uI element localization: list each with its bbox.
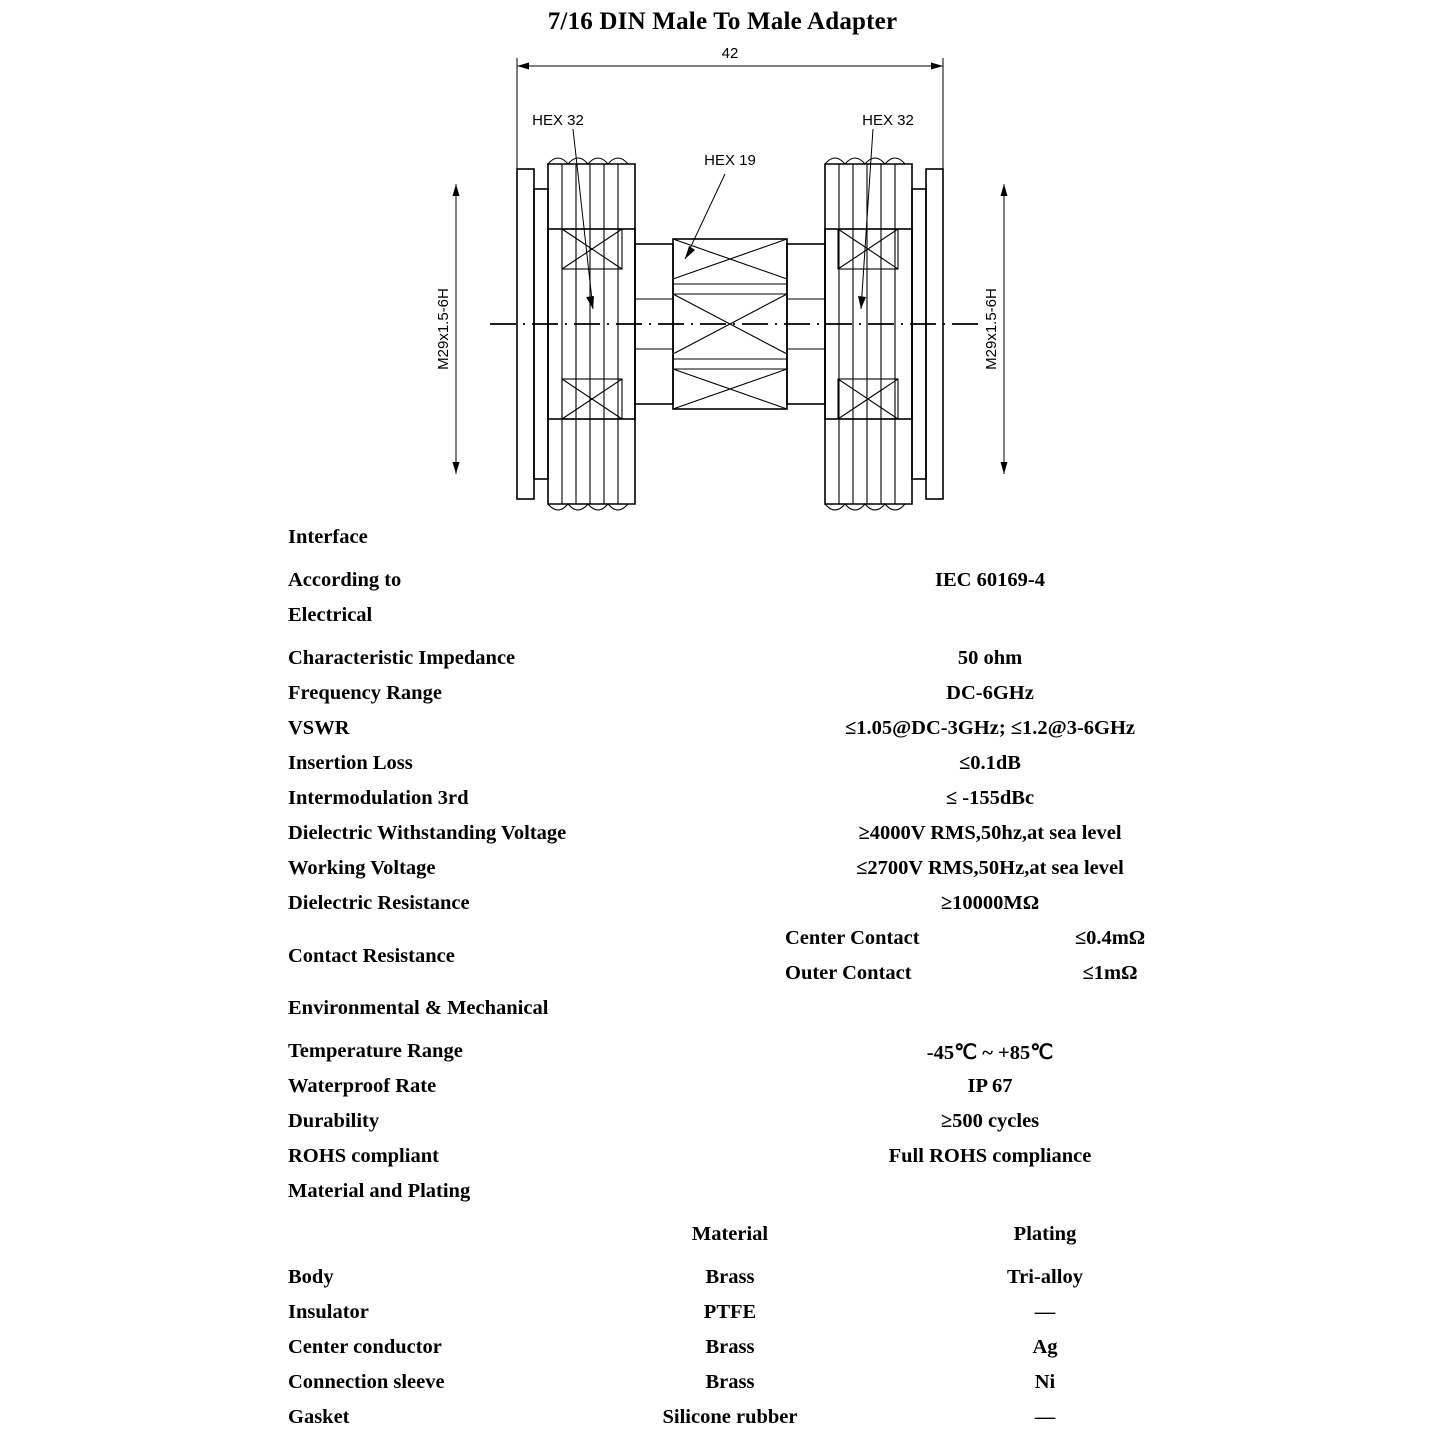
overall-length-label: 42 (721, 45, 739, 62)
row-value: ≤ -155dBc (945, 787, 1035, 809)
left-thread-dimension (453, 184, 460, 474)
environmental-heading: Environmental & Mechanical (288, 997, 549, 1019)
row-value: Full ROHS compliance (888, 1145, 1092, 1167)
row-label: Characteristic Impedance (288, 647, 516, 669)
row-value: DC-6GHz (946, 682, 1034, 704)
table-row (0, 1139, 1445, 1174)
table-row (0, 886, 1445, 921)
right-thread-label: M29x1.5-6H (983, 288, 1000, 370)
section-heading-material (0, 1174, 1445, 1217)
table-row (0, 781, 1445, 816)
sub-label-outer-contact: Outer Contact (785, 962, 912, 984)
specification-table (0, 520, 1445, 1435)
table-row (0, 1365, 1445, 1400)
column-header-plating: Plating (1013, 1223, 1077, 1245)
row-value: IP 67 (967, 1075, 1013, 1097)
row-label: Contact Resistance (288, 945, 455, 967)
row-label: Waterproof Rate (288, 1075, 437, 1097)
contact-resistance-group (0, 921, 1445, 991)
material-heading: Material and Plating (288, 1180, 471, 1202)
hex32-left-label: HEX 32 (532, 112, 584, 129)
row-value: 50 ohm (957, 647, 1023, 669)
technical-drawing (380, 44, 1080, 524)
row-value: ≥4000V RMS,50hz,at sea level (858, 822, 1122, 844)
row-plating: Tri-alloy (1007, 1266, 1083, 1288)
row-value: ≤1.05@DC-3GHz; ≤1.2@3-6GHz (844, 717, 1136, 739)
row-label: ROHS compliant (288, 1145, 439, 1167)
table-row (0, 816, 1445, 851)
row-label: Connection sleeve (288, 1371, 445, 1393)
hex32-right-label: HEX 32 (862, 112, 914, 129)
row-label: Working Voltage (288, 857, 436, 879)
row-label: Dielectric Resistance (288, 892, 470, 914)
row-value: ≥10000MΩ (940, 892, 1040, 914)
row-label: Insulator (288, 1301, 369, 1323)
row-value: ≤2700V RMS,50Hz,at sea level (856, 857, 1124, 879)
adapter-drawing-svg (380, 44, 1080, 524)
row-material: PTFE (703, 1301, 757, 1323)
row-material: Brass (705, 1371, 755, 1393)
table-row (0, 1034, 1445, 1069)
material-column-headers (0, 1217, 1445, 1260)
left-thread-label: M29x1.5-6H (435, 288, 452, 370)
row-label: Insertion Loss (288, 752, 413, 774)
row-material: Brass (705, 1266, 755, 1288)
row-label: Center conductor (288, 1336, 442, 1358)
hex19-label: HEX 19 (704, 152, 756, 169)
table-row (0, 1104, 1445, 1139)
table-row (0, 746, 1445, 781)
right-thread-dimension (1001, 184, 1008, 474)
hex19-leader (685, 174, 725, 259)
table-row (0, 676, 1445, 711)
row-value: ≤0.1dB (959, 752, 1021, 774)
table-row (0, 1400, 1445, 1435)
sub-label-center-contact: Center Contact (785, 927, 920, 949)
electrical-heading: Electrical (288, 604, 373, 626)
interface-heading: Interface (288, 526, 368, 548)
row-label: Dielectric Withstanding Voltage (288, 822, 567, 844)
row-label: Gasket (288, 1406, 350, 1428)
row-plating: — (1034, 1301, 1056, 1323)
table-row (0, 563, 1445, 598)
table-row (0, 851, 1445, 886)
row-plating: Ag (1032, 1336, 1058, 1358)
table-row (0, 1330, 1445, 1365)
row-plating: — (1034, 1406, 1056, 1428)
section-heading-interface (0, 520, 1445, 563)
table-row (0, 1069, 1445, 1104)
row-plating: Ni (1034, 1371, 1056, 1393)
column-header-material: Material (691, 1223, 769, 1245)
row-label: Frequency Range (288, 682, 442, 704)
sub-value-center-contact: ≤0.4mΩ (1074, 927, 1146, 949)
sub-value-outer-contact: ≤1mΩ (1082, 962, 1138, 984)
row-material: Silicone rubber (662, 1406, 798, 1428)
row-value: IEC 60169-4 (935, 569, 1045, 591)
row-label: Body (288, 1266, 334, 1288)
center-hex-body (673, 239, 787, 409)
row-material: Brass (705, 1336, 755, 1358)
row-label: VSWR (288, 717, 350, 739)
page-title: 7/16 DIN Male To Male Adapter (547, 8, 898, 35)
table-row (0, 641, 1445, 676)
table-row (0, 1260, 1445, 1295)
row-label: Durability (288, 1110, 380, 1132)
section-heading-environmental (0, 991, 1445, 1034)
right-connector-body (787, 158, 943, 510)
table-row (0, 1295, 1445, 1330)
row-label: According to (288, 569, 402, 591)
section-heading-electrical (0, 598, 1445, 641)
row-label: Intermodulation 3rd (288, 787, 469, 809)
row-value: ≥500 cycles (940, 1110, 1040, 1132)
left-connector-body (517, 158, 673, 510)
table-row (0, 711, 1445, 746)
row-label: Temperature Range (288, 1040, 463, 1062)
hex32-right-leader (858, 129, 873, 309)
row-value: -45℃ ~ +85℃ (926, 1042, 1054, 1064)
